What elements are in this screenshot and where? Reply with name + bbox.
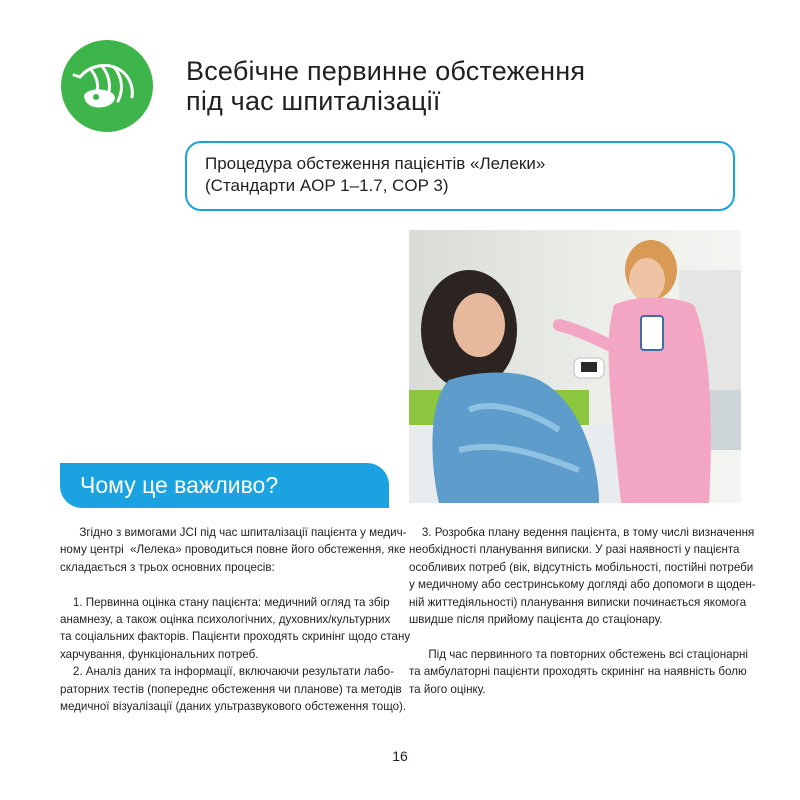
procedure-line2: (Стандарти AOP 1–1.7, COP 3): [205, 176, 449, 195]
paragraph-line: особливих потреб (вік, відсутність мобільності, постійні потреби: [409, 560, 754, 574]
paragraph-line: складається з трьох основних процесів:: [60, 560, 275, 574]
paragraph-line: медичної візуалізації (даних ультразвукового обстеження тощо).: [60, 700, 407, 714]
paragraph-line: 1. Первинна оцінка стану пацієнта: медичний огляд та збір: [60, 595, 390, 609]
paragraph-line: раторних тестів (попереднє обстеження чи планове) та методів: [60, 682, 402, 696]
right-text-column: [409, 524, 756, 698]
why-important-banner: Чому це важливо?: [60, 463, 389, 508]
page-title: [186, 56, 585, 116]
page-title-line1: Всебічне первинне обстеження: [186, 56, 586, 86]
stork-icon: [72, 51, 142, 121]
paragraph-line: анамнезу, а також оцінка психологічних, духовних/культурних: [60, 613, 391, 627]
page-title-line2: під час шпиталізації: [186, 86, 441, 116]
paragraph-line: харчування, функціональних потреб.: [60, 647, 259, 661]
paragraph-line: та амбулаторні пацієнти проходять скринінг на наявність болю: [409, 665, 747, 679]
paragraph-line: 3. Розробка плану ведення пацієнта, в тому числі визначення: [409, 526, 755, 539]
paragraph-line: та його оцінку.: [409, 682, 486, 696]
paragraph-line: та соціальних факторів. Пацієнти проходять скринінг щодо стану: [60, 630, 411, 644]
left-text-column: [60, 524, 411, 715]
paragraph-line: ному центрі «Лелека» проводиться повне його обстеження, яке: [60, 543, 406, 557]
paragraph-line: швидше після прийому пацієнта до стаціонару.: [409, 613, 663, 627]
paragraph-line: 2. Аналіз даних та інформації, включаючи результати лабо-: [60, 665, 394, 679]
paragraph-line: необхідності планування виписки. У разі наявності у пацієнта: [409, 543, 740, 557]
paragraph-line: Згідно з вимогами JCI під час шпиталізації пацієнта у медич-: [60, 526, 407, 539]
page-number: 16: [392, 748, 408, 764]
nurse-patient-photo: [409, 230, 741, 503]
paragraph-line: Під час первинного та повторних обстежень всі стаціонарні: [409, 647, 748, 661]
photo-illustration: [409, 230, 741, 503]
procedure-box: [185, 141, 735, 211]
procedure-line1: Процедура обстеження пацієнтів «Лелеки»: [205, 154, 546, 173]
paragraph-line: у медичному або сестринському догляді або допомоги в щоден-: [409, 578, 756, 592]
paragraph-line: ній життедіяльності) планування виписки починається якомога: [409, 595, 747, 609]
logo-badge: [61, 40, 153, 132]
